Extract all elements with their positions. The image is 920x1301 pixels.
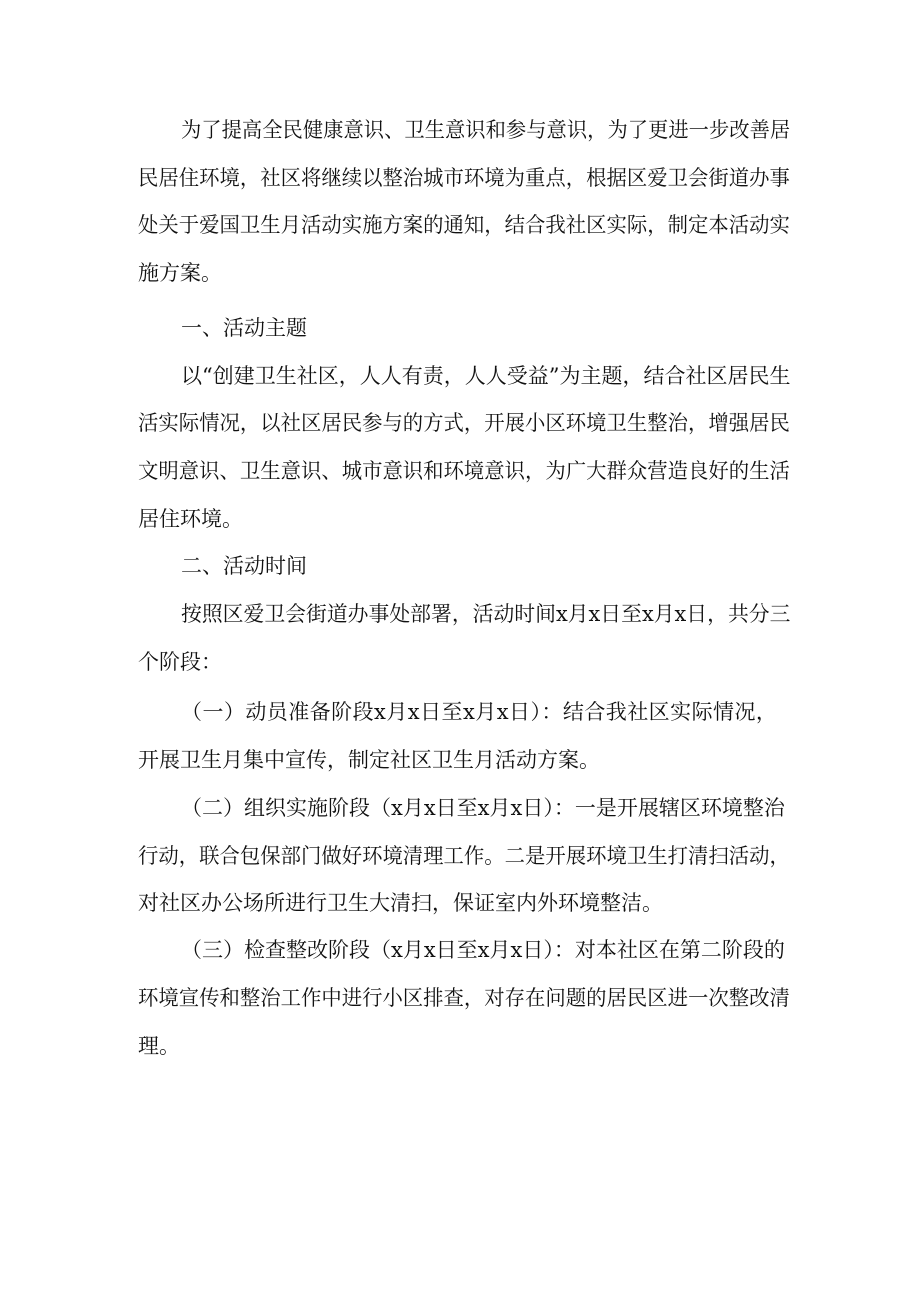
section2-line-1: 按照区爱卫会街道办事处部署，活动时间x月x日至x月x日，共分三: [181, 602, 791, 626]
stage3-line-1: （三）检查整改阶段（x月x日至x月x日）：对本社区在第二阶段的: [181, 938, 785, 962]
section1-line-4: 居住环境。: [138, 507, 243, 531]
section1-line-3: 文明意识、卫生意识、城市意识和环境意识，为广大群众营造良好的生活: [138, 459, 790, 483]
intro-line-1: 为了提高全民健康意识、卫生意识和参与意识，为了更进一步改善居: [181, 118, 791, 142]
section2-line-2: 个阶段：: [138, 650, 222, 674]
intro-line-4: 施方案。: [138, 261, 222, 285]
stage2-line-1: （二）组织实施阶段（x月x日至x月x日）：一是开展辖区环境整治: [181, 796, 785, 820]
section1-line-2: 活实际情况，以社区居民参与的方式，开展小区环境卫生整治，增强居民: [138, 411, 790, 435]
stage2-line-3: 对社区办公场所进行卫生大清扫，保证室内外环境整洁。: [138, 891, 663, 915]
stage1-line-1: （一）动员准备阶段x月x日至x月x日）：结合我社区实际情况，: [181, 700, 778, 724]
stage3-line-3: 理。: [138, 1034, 180, 1058]
intro-line-2: 民居住环境，社区将继续以整治城市环境为重点，根据区爱卫会街道办事: [138, 166, 790, 190]
section2-heading: 二、活动时间: [181, 554, 307, 578]
section1-line-1: 以“创建卫生社区，人人有责，人人受益”为主题，结合社区居民生: [181, 364, 791, 388]
stage2-line-2: 行动，联合包保部门做好环境清理工作。二是开展环境卫生打清扫活动，: [138, 844, 790, 868]
intro-line-3: 处关于爱国卫生月活动实施方案的通知，结合我社区实际，制定本活动实: [138, 213, 790, 237]
stage1-line-2: 开展卫生月集中宣传，制定社区卫生月活动方案。: [138, 748, 600, 772]
stage3-line-2: 环境宣传和整治工作中进行小区排查，对存在问题的居民区进一次整改清: [138, 986, 790, 1010]
section1-heading: 一、活动主题: [181, 316, 307, 340]
